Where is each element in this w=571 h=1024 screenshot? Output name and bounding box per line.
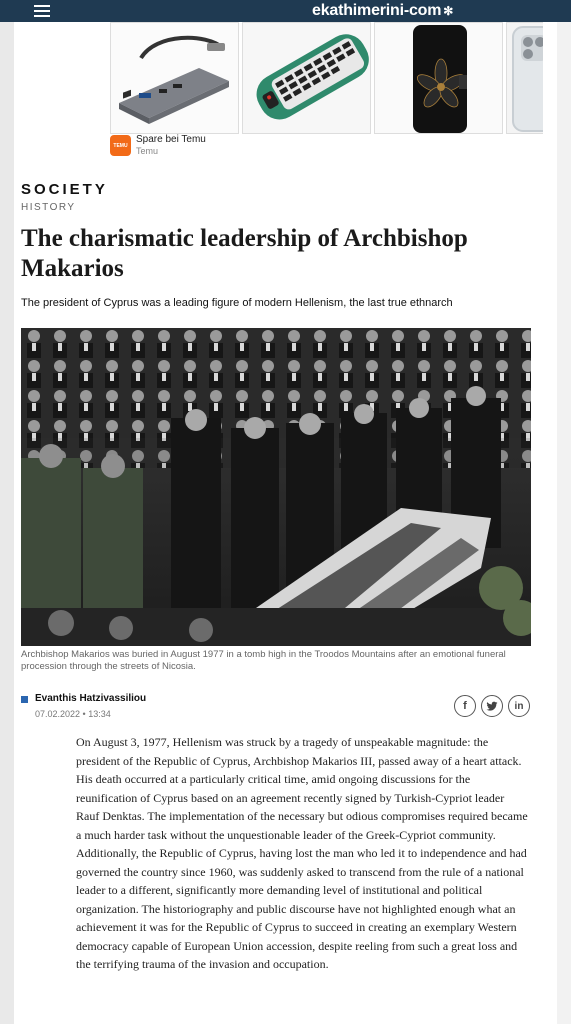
linkedin-glyph: in [514,700,524,712]
usb-hub-product-image[interactable] [110,22,239,134]
right-rail [557,22,571,1024]
facebook-share-icon[interactable] [454,695,476,717]
ad-title[interactable]: Spare bei Temu [136,134,206,145]
section-label[interactable]: SOCIETY [21,181,108,198]
article-body-paragraph: On August 3, 1977, Hellenism was struck by a tragedy of unspeakable magnitude: the president of the Republic of Cyprus, Archbishop Makarios III, passed away of a heart attack. His death occurred at a particularly critical time, amid ongoing discussions for the reunification of Cyprus based on an agreement recently signed by Turkish-Cypriot leader Rauf Denktas. The implementation of the necessary but odious compromises required became a much harder task without the unquestionable leader of the Greek-Cypriot community. Additionally, the Republic of Cyprus, having lost the man who led it to independence and had governed the country since 1960, was suddenly asked to transcend from the rule of a national leader to a different, significantly more demanding level of institutional and political organization. The historiography and public discourse have not highlighted enough what an achievement it was for the Republic of Cyprus to succeed in creating an exemplary Western democracy capable of European Union accession, despite reeling from such a great loss and the terrifying trauma of the invasion and occupation. [76,735,528,971]
author-marker [21,696,28,703]
article-photo [21,328,531,646]
twitter-bird-icon [486,701,498,712]
article-headline: The charismatic leadership of Archbishop Makarios [21,225,468,282]
site-header [0,0,571,22]
author-name[interactable]: Evanthis Hatzivassiliou [35,693,147,704]
photo-caption: Archbishop Makarios was buried in August 1977 in a tomb high in the Troodos Mountains after an emotional funeral procession through the streets of Nicosia. [21,649,506,672]
hamburger-menu-icon[interactable] [34,5,50,17]
publish-date: 07.02.2022 • 13:34 [35,709,111,719]
facebook-glyph: f [463,700,467,712]
subsection-label[interactable]: HISTORY [21,202,76,213]
ad-advertiser: Temu [136,146,159,156]
temu-logo [110,135,131,156]
linkedin-share-icon[interactable] [508,695,530,717]
logo-star-icon: ✻ [443,4,454,18]
site-name: ekathimerini-com [312,2,442,19]
phone-case-flower-product-image[interactable] [374,22,503,134]
article-standfirst: The president of Cyprus was a leading figure of modern Hellenism, the last true ethnarch [21,297,453,309]
site-logo[interactable] [312,2,453,20]
twitter-share-icon[interactable] [481,695,503,717]
keyboard-case-product-image[interactable] [242,22,371,134]
temu-logo-text: TEMU [113,142,128,149]
clear-phone-case-product-image[interactable] [506,22,543,134]
